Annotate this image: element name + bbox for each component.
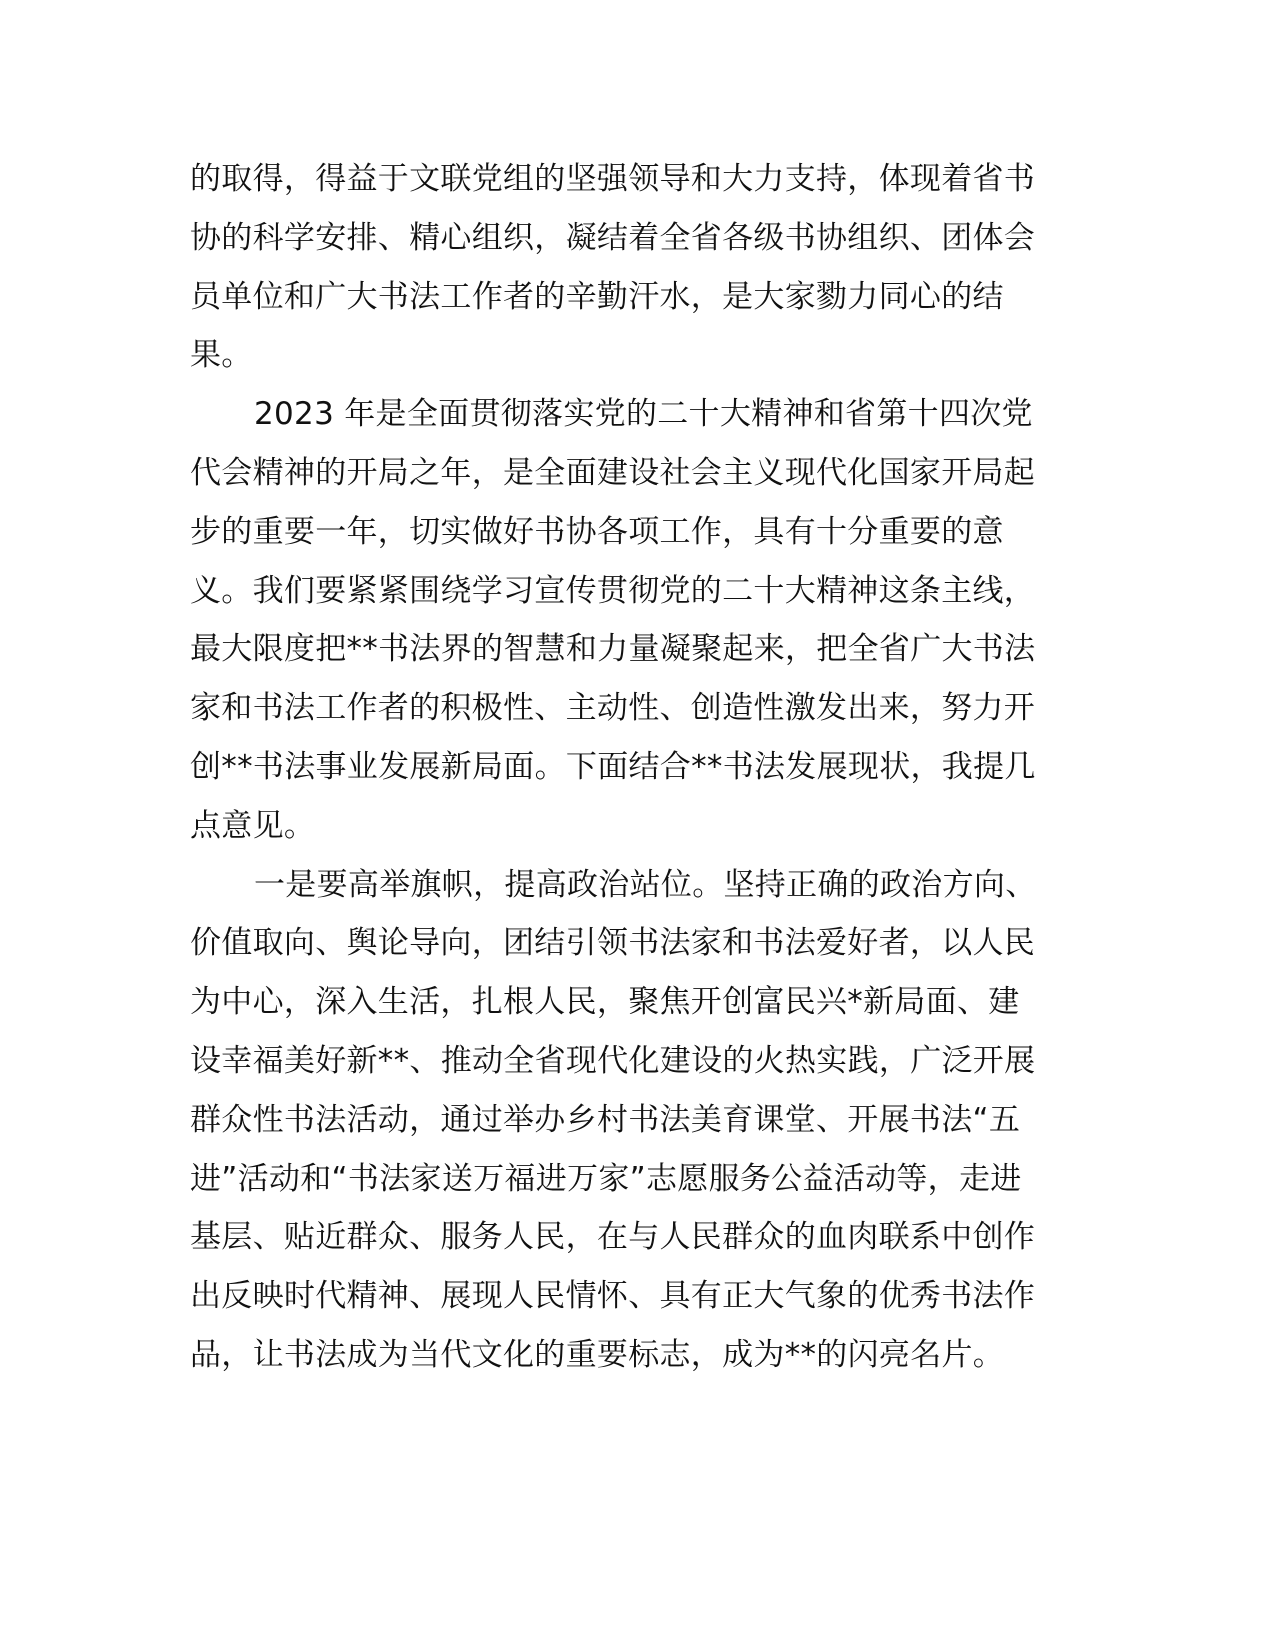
text-line: 义。我们要紧紧围绕学习宣传贯彻党的二十大精神这条主线，	[190, 572, 1036, 609]
text-line: 的取得，得益于文联党组的坚强领导和大力支持，体现着省书	[190, 161, 1036, 197]
text-line: 家和书法工作者的积极性、主动性、创造性激发出来，努力开	[190, 690, 1036, 727]
paragraph-1	[190, 150, 1090, 385]
text-line: 品，让书法成为当代文化的重要标志，成为**的闪亮名片。	[190, 1336, 1005, 1373]
text-line: 出反映时代精神、展现人民情怀、具有正大气象的优秀书法作	[190, 1278, 1036, 1315]
text-line: 设幸福美好新**、推动全省现代化建设的火热实践，广泛开展	[190, 1042, 1036, 1079]
text-line: 最大限度把**书法界的智慧和力量凝聚起来，把全省广大书法	[190, 631, 1036, 668]
paragraph-2	[190, 385, 1090, 855]
text-line: 步的重要一年，切实做好书协各项工作，具有十分重要的意	[190, 513, 1004, 550]
document-body	[190, 150, 1090, 1385]
text-line: 协的科学安排、精心组织，凝结着全省各级书协组织、团体会	[190, 219, 1036, 256]
text-line: 员单位和广大书法工作者的辛勤汗水，是大家勠力同心的结	[190, 278, 1004, 315]
text-line: 点意见。	[190, 807, 316, 844]
text-line: 代会精神的开局之年，是全面建设社会主义现代化国家开局起	[190, 454, 1036, 491]
text-line: 基层、贴近群众、服务人民，在与人民群众的血肉联系中创作	[190, 1219, 1036, 1256]
text-line: 价值取向、舆论导向，团结引领书法家和书法爱好者，以人民	[190, 925, 1036, 962]
text-line: 群众性书法活动，通过举办乡村书法美育课堂、开展书法“五	[190, 1101, 1021, 1138]
text-line: 进”活动和“书法家送万福进万家”志愿服务公益活动等，走进	[190, 1160, 1022, 1197]
text-line: 果。	[190, 337, 253, 374]
paragraph-3	[190, 856, 1090, 1385]
text-line: 一是要高举旗帜，提高政治站位。坚持正确的政治方向、	[254, 866, 1037, 903]
text-line: 为中心，深入生活，扎根人民，聚焦开创富民兴*新局面、建	[190, 984, 1020, 1021]
text-line: 2023 年是全面贯彻落实党的二十大精神和省第十四次党	[254, 396, 1033, 433]
text-line: 创**书法事业发展新局面。下面结合**书法发展现状，我提几	[190, 748, 1036, 785]
